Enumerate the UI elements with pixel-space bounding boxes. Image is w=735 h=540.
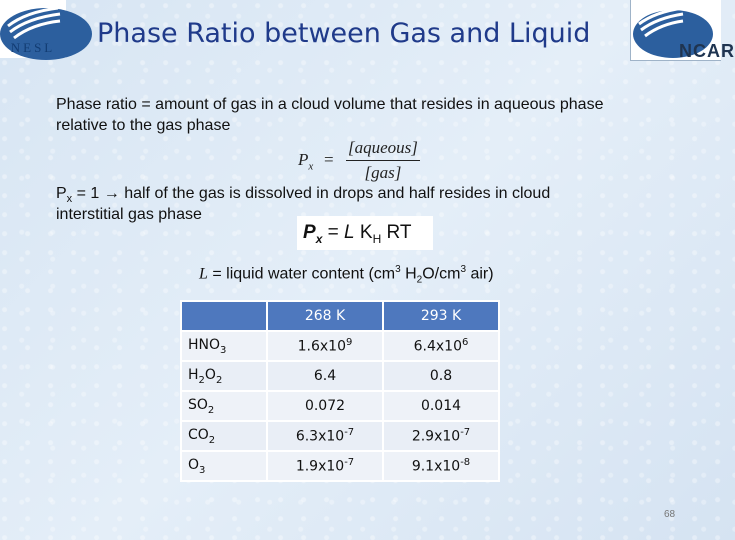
formula-fraction [346, 138, 420, 183]
table-row [181, 361, 499, 391]
formula-numerator: [aqueous] [346, 138, 420, 161]
table-cell-293k: 0.014 [383, 391, 499, 421]
table-cell-293k: 0.8 [383, 361, 499, 391]
slide-title: Phase Ratio between Gas and Liquid [97, 18, 591, 49]
bullet1-line2: relative to the gas phase [56, 117, 231, 134]
lwc-definition: L = liquid water content ($cm^3$ $H_2O/cm^3$ air) [199, 264, 494, 286]
table-header-268k: 268 K [267, 301, 383, 331]
table-cell-species: $SO_2$ [181, 391, 267, 421]
table-cell-species: $H_2O_2$ [181, 361, 267, 391]
ncar-logo [630, 0, 735, 61]
phase-ratio-table [180, 300, 500, 482]
table-cell-293k: $9.1x10^{-8}$ [383, 451, 499, 481]
table-cell-species: $CO_2$ [181, 421, 267, 451]
table-header-row [181, 301, 499, 331]
formula-equals: = [324, 150, 334, 169]
table-cell-species: $HNO_3$ [181, 331, 267, 361]
table-row [181, 451, 499, 481]
bullet2-line2: interstitial gas phase [56, 206, 202, 223]
table-row [181, 331, 499, 361]
table-row [181, 421, 499, 451]
page-number: 68 [664, 509, 676, 520]
table-header-293k: 293 K [383, 301, 499, 331]
table-cell-268k: $1.6x10^9$ [267, 331, 383, 361]
nesl-logo [0, 0, 66, 58]
ncar-logo-text: NCAR [679, 41, 735, 61]
table-cell-293k: $6.4x10^6$ [383, 331, 499, 361]
table-cell-268k: $1.9x10^{-7}$ [267, 451, 383, 481]
bullet2-line1: $P_x = 1$ → half of the gas is dissolved in drops and half resides in cloud [56, 185, 551, 206]
table-cell-species: $O_3$ [181, 451, 267, 481]
table-header-blank [181, 301, 267, 331]
table-cell-268k: 0.072 [267, 391, 383, 421]
formula-lhs: $P_x$ [298, 150, 314, 173]
nesl-globe-icon [6, 4, 60, 38]
bullet1-line1: Phase ratio = amount of gas in a cloud volume that resides in aqueous phase [56, 96, 604, 113]
table-cell-293k: $2.9x10^{-7}$ [383, 421, 499, 451]
table-cell-268k: 6.4 [267, 361, 383, 391]
nesl-logo-text: NESL [10, 40, 56, 55]
table-cell-268k: $6.3x10^{-7}$ [267, 421, 383, 451]
table-row [181, 391, 499, 421]
formula-denominator: [gas] [364, 163, 402, 182]
ncar-globe-icon [639, 4, 683, 36]
equation-box: $P_x = L$ $K_H$ RT [297, 216, 433, 250]
